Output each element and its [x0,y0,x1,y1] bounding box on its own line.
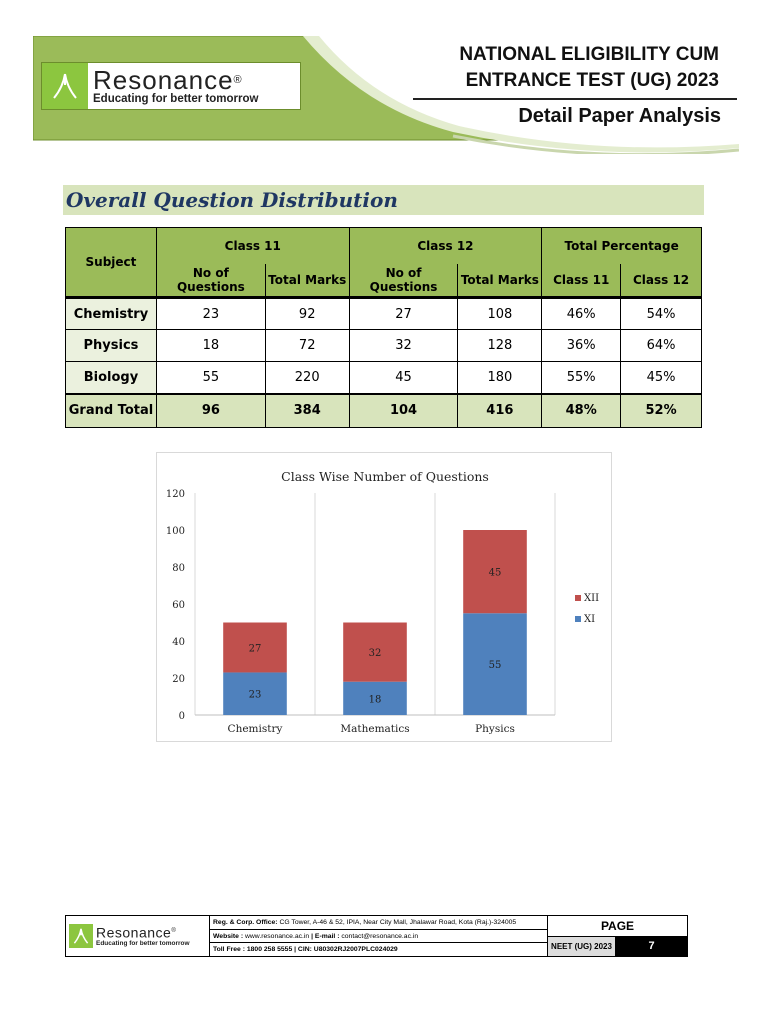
table-cell: 27 [349,298,458,330]
table-cell: 52% [621,394,702,428]
y-tick-label: 40 [172,637,185,648]
website-label: Website : [213,932,244,940]
x-tick-label: Physics [475,723,515,735]
table-cell: 48% [542,394,621,428]
table-cell: 72 [265,330,349,362]
table-cell: 384 [265,394,349,428]
table-cell: 64% [621,330,702,362]
table-cell: 45% [621,362,702,394]
section-heading-text: Overall Question Distribution [66,188,398,212]
y-tick-label: 100 [165,526,185,537]
subject-header: Subject [66,228,157,298]
footer-tollfree-line: Toll Free : 1800 258 5555 | CIN: U80302RJ2007PLC024029 [210,942,547,956]
email-link[interactable]: contact@resonance.ac.in [341,932,419,940]
website-link[interactable]: www.resonance.ac.in [244,932,310,940]
row-subject: Physics [66,330,157,362]
x-tick-label: Chemistry [227,723,283,735]
chart-title: Class Wise Number of Questions [281,469,489,484]
resonance-logo-icon [42,63,88,109]
page-header [33,36,739,154]
header-logo [41,62,301,110]
cin-number: U80302RJ2007PLC024029 [313,946,398,954]
bar-data-label: 45 [488,567,502,579]
bar-data-label: 23 [248,689,262,701]
footer-logo-tagline: Educating for better tomorrow [96,939,190,947]
tollfree-label: Toll Free : [213,946,245,954]
office-label: Reg. & Corp. Office: [213,919,278,926]
bar-data-label: 27 [248,643,262,655]
column-header: Total Marks [265,264,349,298]
office-address: CG Tower, A-46 & 52, IPIA, Near City Mall, Jhalawar Road, Kota (Raj.)-324005 [279,919,517,926]
legend-swatch-xi [575,616,581,622]
table-cell: 416 [458,394,542,428]
table-cell: 92 [265,298,349,330]
bar-data-label: 18 [368,694,382,706]
legend-swatch-xii [575,595,581,601]
section-heading [63,185,704,215]
question-distribution-table [65,227,702,428]
footer-logo [66,916,210,956]
column-header: Class 11 [542,264,621,298]
y-tick-label: 20 [172,674,185,685]
cin-label: CIN: [297,946,312,954]
grand-total-row [66,394,702,428]
table-cell: 55% [542,362,621,394]
tollfree-number: 1800 258 5555 [246,946,293,954]
x-tick-label: Mathematics [340,723,410,735]
y-tick-label: 120 [165,489,185,500]
table-cell: 96 [156,394,265,428]
bar-data-label: 55 [488,660,502,672]
table-row [66,362,702,394]
exam-title-line1: NATIONAL ELIGIBILITY CUM [459,44,719,65]
row-subject: Chemistry [66,298,157,330]
footer-web-line: Website : www.resonance.ac.in | E-mail : contact@resonance.ac.in [210,929,547,943]
legend-label-xi: XI [584,614,596,625]
table-cell: 108 [458,298,542,330]
chart-canvas [157,453,613,743]
table-cell: 55 [156,362,265,394]
row-subject: Biology [66,362,157,394]
footer-page-box [548,916,687,956]
exam-title-line2: ENTRANCE TEST (UG) 2023 [465,70,719,91]
footer-office-line [210,916,547,929]
table-cell: 23 [156,298,265,330]
logo-name: Resonance [93,64,234,95]
column-header: No of Questions [156,264,265,298]
page-footer [65,915,688,957]
class-wise-chart [156,452,612,742]
table-cell: 36% [542,330,621,362]
title-divider [413,98,737,100]
page-number: 7 [616,937,687,957]
y-tick-label: 80 [172,563,185,574]
table-cell: 104 [349,394,458,428]
logo-tagline: Educating for better tomorrow [93,92,259,105]
footer-contact-info [210,916,548,956]
group-header-class11: Class 11 [156,228,349,264]
resonance-logo-icon [69,924,93,948]
group-header-class12: Class 12 [349,228,542,264]
y-tick-label: 0 [178,711,185,722]
table-cell: 32 [349,330,458,362]
table-cell: 18 [156,330,265,362]
table-row [66,330,702,362]
column-header: Total Marks [458,264,542,298]
bar-data-label: 32 [368,648,382,660]
y-tick-label: 60 [172,600,185,611]
page-label: PAGE [600,918,635,933]
column-header: No of Questions [349,264,458,298]
table-row [66,298,702,330]
email-label: E-mail : [314,932,340,940]
table-cell: 54% [621,298,702,330]
exam-label: NEET (UG) 2023 [548,937,616,957]
table-cell: 180 [458,362,542,394]
column-header: Class 12 [621,264,702,298]
footer-logo-registered-mark: ® [171,928,177,935]
row-subject: Grand Total [66,394,157,428]
footer-logo-name: Resonance [96,924,172,941]
group-header-total-percentage: Total Percentage [542,228,702,264]
table-cell: 220 [265,362,349,394]
legend-label-xii: XII [584,593,600,604]
table-cell: 45 [349,362,458,394]
table-cell: 46% [542,298,621,330]
logo-registered-mark: ® [233,73,243,86]
document-subtitle: Detail Paper Analysis [518,105,721,127]
table-cell: 128 [458,330,542,362]
